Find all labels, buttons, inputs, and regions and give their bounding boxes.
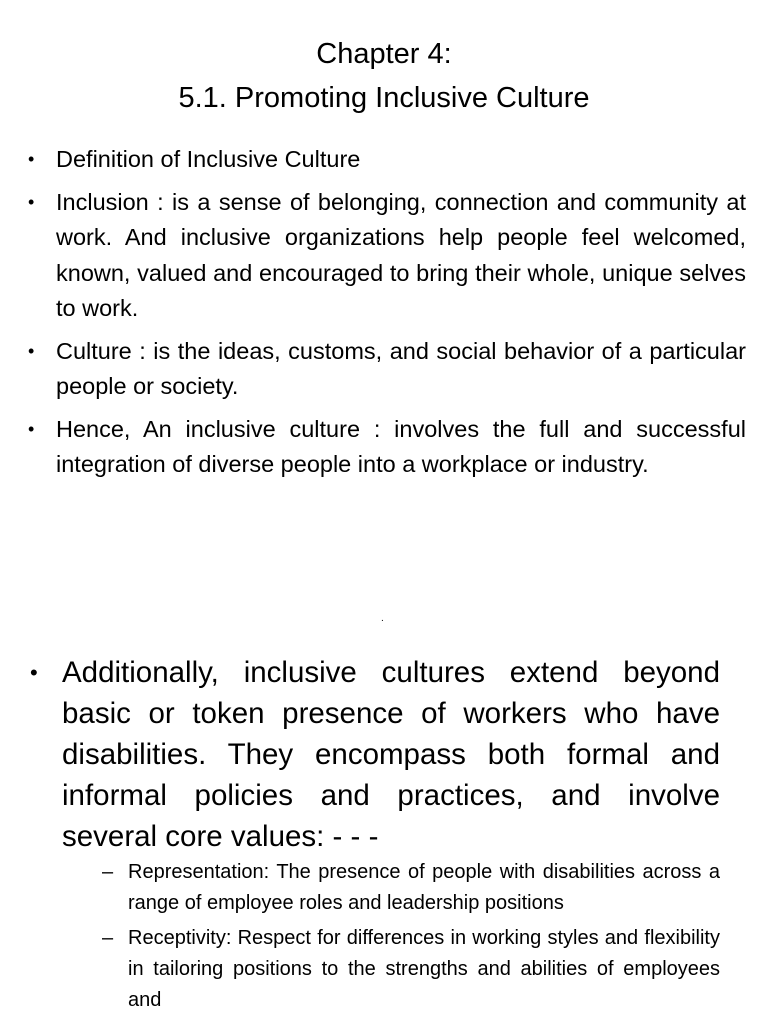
bullet-icon: • xyxy=(28,191,35,212)
sub-bullet-text: Representation: The presence of people with disabilities across a range of employee roles and leadership positions xyxy=(128,861,720,914)
bullet-list xyxy=(28,142,746,490)
bullet-item xyxy=(28,334,746,405)
bullet-item xyxy=(30,652,720,1016)
bullet-icon: • xyxy=(28,149,35,169)
bullet-text: Hence, An inclusive culture : involves the full and successful integration of diverse people into a workplace or industry. xyxy=(56,415,746,477)
bullet-text: Definition of Inclusive Culture xyxy=(56,146,361,172)
bullet-item xyxy=(28,185,746,327)
sub-bullet-text: Receptivity: Respect for differences in working styles and flexibility in tailoring positions to the strengths and abilities of employees and xyxy=(128,927,720,1011)
bullet-list xyxy=(30,652,720,1022)
bullet-item xyxy=(28,142,746,178)
bullet-text: Inclusion : is a sense of belonging, connection and community at work. And inclusive organizations help people feel welcomed, known, valued and encouraged to bring their whole, unique selves to work. xyxy=(56,188,746,321)
slide-2 xyxy=(0,540,768,1024)
sub-bullet-item xyxy=(102,857,720,919)
sub-bullet-list xyxy=(62,857,720,1016)
slide-title xyxy=(0,32,768,120)
bullet-icon: • xyxy=(28,418,35,439)
dash-icon: – xyxy=(102,861,114,883)
bullet-text: Culture : is the ideas, customs, and social behavior of a particular people or society. xyxy=(56,337,746,399)
title-chapter: Chapter 4: xyxy=(316,38,452,70)
bullet-icon: • xyxy=(28,340,35,361)
sub-bullet-item xyxy=(102,923,720,1016)
bullet-icon: • xyxy=(30,660,38,685)
dash-icon: – xyxy=(102,927,114,949)
separator-dot: . xyxy=(381,613,384,624)
title-section: 5.1. Promoting Inclusive Culture xyxy=(178,82,590,114)
bullet-text: Additionally, inclusive cultures extend beyond basic or token presence of workers who have disabilities. They encompass both formal and informal policies and practices, and involve several core values: - - - xyxy=(62,656,720,853)
bullet-item xyxy=(28,412,746,483)
